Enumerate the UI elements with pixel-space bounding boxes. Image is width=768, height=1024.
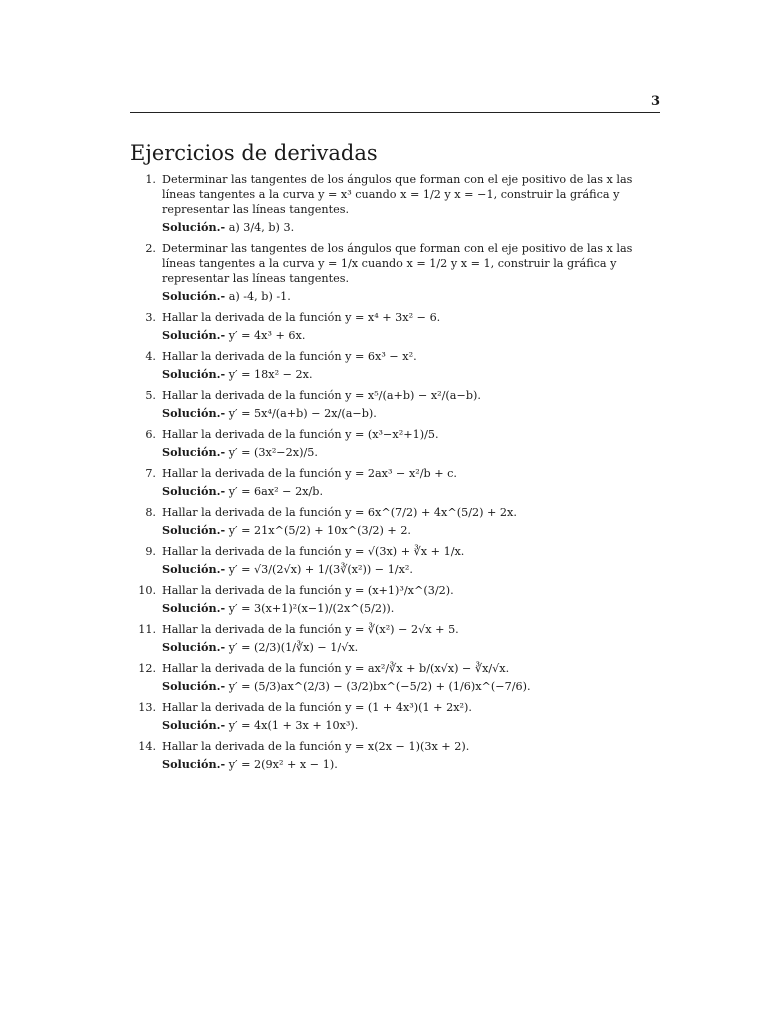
solution-label: Solución.- <box>162 445 226 459</box>
exercise-statement: Hallar la derivada de la función y = x⁴ + 3x² − 6. <box>162 311 441 324</box>
exercise-statement: Hallar la derivada de la función y = √(3x) + ∛x + 1/x. <box>162 545 465 558</box>
exercise-statement: Determinar las tangentes de los ángulos que forman con el eje positivo de las x las líneas tangentes a la curva y = x³ cuando x = 1/2 y x = −1, construir la gráfica y representar las líneas tangentes. <box>162 173 633 216</box>
page-title: Ejercicios de derivadas <box>130 141 378 165</box>
exercise-statement: Hallar la derivada de la función y = ax²/∛x + b/(x√x) − ∛x/√x. <box>162 662 510 675</box>
solution-label: Solución.- <box>162 757 226 771</box>
exercise-solution <box>162 601 660 616</box>
solution-text: a) -4, b) -1. <box>228 290 291 303</box>
solution-text: y′ = 4x(1 + 3x + 10x³). <box>228 719 359 732</box>
exercise-number: 11. <box>138 623 156 636</box>
exercise-solution <box>162 220 660 235</box>
solution-text: a) 3/4, b) 3. <box>228 221 295 234</box>
exercise-12 <box>130 661 660 700</box>
exercise-11 <box>130 622 660 661</box>
header-rule <box>130 112 660 113</box>
exercise-number: 12. <box>138 662 156 675</box>
exercise-solution <box>162 640 660 655</box>
exercise-solution <box>162 718 660 733</box>
exercise-solution <box>162 406 660 421</box>
exercise-number: 9. <box>145 545 156 558</box>
exercise-statement: Hallar la derivada de la función y = (1 + 4x³)(1 + 2x²). <box>162 701 472 714</box>
exercise-number: 8. <box>145 506 156 519</box>
exercise-statement: Hallar la derivada de la función y = x(2x − 1)(3x + 2). <box>162 740 470 753</box>
solution-text: y′ = (2/3)(1/∛x) − 1/√x. <box>228 641 359 654</box>
solution-label: Solución.- <box>162 523 226 537</box>
exercise-7 <box>130 466 660 505</box>
solution-label: Solución.- <box>162 562 226 576</box>
exercise-solution <box>162 562 660 577</box>
solution-label: Solución.- <box>162 484 226 498</box>
exercise-statement: Determinar las tangentes de los ángulos que forman con el eje positivo de las x las líneas tangentes a la curva y = 1/x cuando x = 1/2 y x = 1, construir la gráfica y representar las líneas tangentes. <box>162 242 633 285</box>
solution-label: Solución.- <box>162 406 226 420</box>
solution-text: y′ = 18x² − 2x. <box>228 368 313 381</box>
exercise-number: 7. <box>145 467 156 480</box>
exercise-statement: Hallar la derivada de la función y = x⁵/(a+b) − x²/(a−b). <box>162 389 481 402</box>
solution-text: y′ = 5x⁴/(a+b) − 2x/(a−b). <box>228 407 377 420</box>
exercise-number: 2. <box>145 242 156 255</box>
exercise-solution <box>162 445 660 460</box>
solution-label: Solución.- <box>162 640 226 654</box>
solution-text: y′ = 2(9x² + x − 1). <box>228 758 338 771</box>
exercise-number: 1. <box>145 173 156 186</box>
exercise-number: 5. <box>145 389 156 402</box>
exercise-solution <box>162 289 660 304</box>
exercise-solution <box>162 484 660 499</box>
exercise-solution <box>162 679 660 694</box>
exercise-statement: Hallar la derivada de la función y = 6x^(7/2) + 4x^(5/2) + 2x. <box>162 506 517 519</box>
solution-label: Solución.- <box>162 718 226 732</box>
exercise-statement: Hallar la derivada de la función y = 2ax³ − x²/b + c. <box>162 467 457 480</box>
solution-text: y′ = 21x^(5/2) + 10x^(3/2) + 2. <box>228 524 411 537</box>
solution-label: Solución.- <box>162 367 226 381</box>
exercise-solution <box>162 523 660 538</box>
exercise-number: 10. <box>138 584 156 597</box>
exercise-14 <box>130 739 660 778</box>
exercise-statement: Hallar la derivada de la función y = 6x³ − x². <box>162 350 417 363</box>
solution-label: Solución.- <box>162 601 226 615</box>
exercise-statement: Hallar la derivada de la función y = (x³−x²+1)/5. <box>162 428 439 441</box>
solution-label: Solución.- <box>162 289 226 303</box>
exercise-number: 6. <box>145 428 156 441</box>
exercise-number: 13. <box>138 701 156 714</box>
exercise-5 <box>130 388 660 427</box>
exercise-10 <box>130 583 660 622</box>
exercise-6 <box>130 427 660 466</box>
exercise-2 <box>130 241 660 310</box>
solution-text: y′ = 6ax² − 2x/b. <box>228 485 324 498</box>
exercise-9 <box>130 544 660 583</box>
exercise-statement: Hallar la derivada de la función y = ∛(x²) − 2√x + 5. <box>162 623 459 636</box>
solution-text: y′ = (5/3)ax^(2/3) − (3/2)bx^(−5/2) + (1/6)x^(−7/6). <box>228 680 531 693</box>
exercise-8 <box>130 505 660 544</box>
solution-label: Solución.- <box>162 220 226 234</box>
solution-label: Solución.- <box>162 328 226 342</box>
exercise-list <box>130 172 660 778</box>
exercise-3 <box>130 310 660 349</box>
exercise-number: 14. <box>138 740 156 753</box>
exercise-solution <box>162 367 660 382</box>
solution-text: y′ = 4x³ + 6x. <box>228 329 306 342</box>
exercise-number: 3. <box>145 311 156 324</box>
exercise-number: 4. <box>145 350 156 363</box>
solution-text: y′ = √3/(2√x) + 1/(3∛(x²)) − 1/x². <box>228 563 413 576</box>
solution-label: Solución.- <box>162 679 226 693</box>
page-number: 3 <box>650 94 660 109</box>
exercise-solution <box>162 328 660 343</box>
solution-text: y′ = (3x²−2x)/5. <box>228 446 318 459</box>
solution-text: y′ = 3(x+1)²(x−1)/(2x^(5/2)). <box>228 602 395 615</box>
exercise-4 <box>130 349 660 388</box>
exercise-statement: Hallar la derivada de la función y = (x+1)³/x^(3/2). <box>162 584 454 597</box>
exercise-13 <box>130 700 660 739</box>
exercise-1 <box>130 172 660 241</box>
exercise-solution <box>162 757 660 772</box>
